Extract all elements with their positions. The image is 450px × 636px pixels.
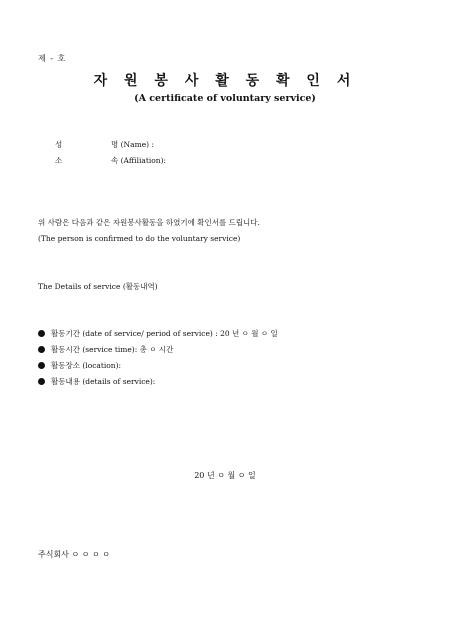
detail-item-period — [38, 328, 278, 339]
detail-item-content — [38, 376, 155, 387]
company-name: 주식회사 ㅇ ㅇ ㅇ ㅇ — [38, 550, 110, 559]
field-name-label: 명 (Name) : — [111, 140, 154, 149]
detail-item-time — [38, 344, 173, 355]
field-affiliation — [55, 155, 166, 166]
issue-date: 20 년 ㅇ 월 ㅇ 일 — [194, 471, 256, 480]
field-affiliation-label: 속 (Affiliation): — [111, 156, 167, 165]
title-korean: 자 원 봉 사 활 동 확 인 서 — [93, 73, 357, 89]
bullet-icon — [38, 378, 45, 385]
detail-item-time-text: 활동시간 (service time): 총 ㅇ 시간 — [51, 345, 174, 354]
details-heading: The Details of service (활동내역) — [38, 282, 158, 291]
detail-item-location — [38, 360, 121, 371]
statement-english: (The person is confirmed to do the voluntary service) — [38, 234, 241, 243]
statement-korean: 위 사람은 다음과 같은 자원봉사활동을 하였기에 확인서를 드립니다. — [38, 218, 260, 227]
bullet-icon — [38, 346, 45, 353]
title-english: (A certificate of voluntary service) — [134, 93, 316, 104]
field-name — [55, 139, 154, 150]
field-name-label-ko: 성 — [55, 140, 63, 149]
bullet-icon — [38, 330, 45, 337]
detail-item-period-text: 활동기간 (date of service/ period of service) : 20 년 ㅇ 월 ㅇ 일 — [51, 329, 278, 338]
document-number: 제 - 호 — [38, 54, 67, 63]
bullet-icon — [38, 362, 45, 369]
detail-item-location-text: 활동장소 (location): — [51, 361, 122, 370]
detail-item-content-text: 활동내용 (details of service): — [51, 377, 156, 386]
field-affiliation-label-ko: 소 — [55, 156, 63, 165]
